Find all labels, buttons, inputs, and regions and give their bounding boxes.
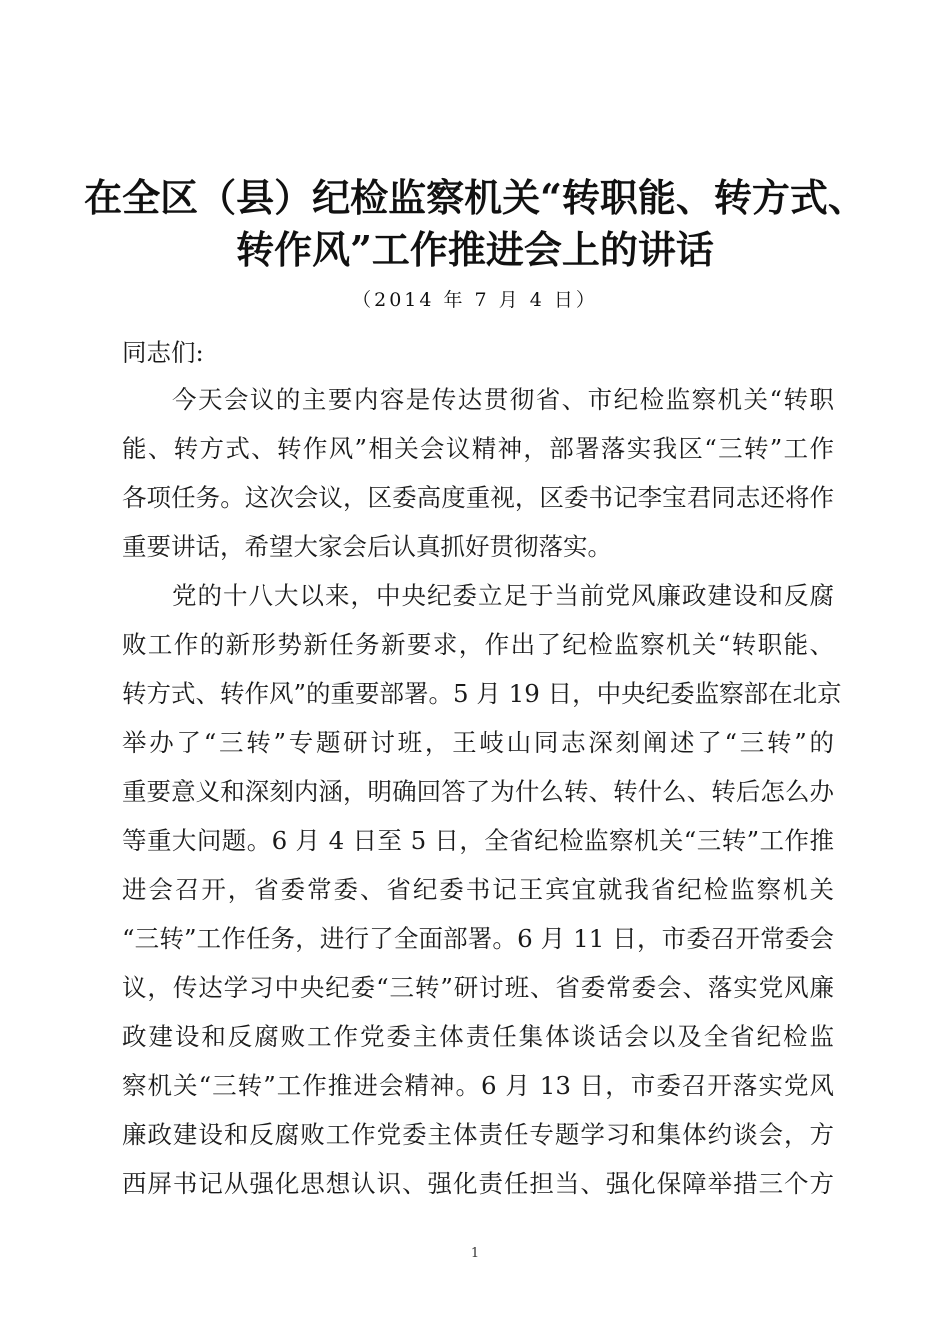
body-line: 议，传达学习中央纪委“三转”研讨班、省委常委会、落实党风廉 bbox=[122, 973, 834, 1002]
body-line: 党的十八大以来，中央纪委立足于当前党风廉政建设和反腐 bbox=[172, 581, 834, 610]
body-line: “三转”工作任务，进行了全面部署。6 月 11 日，市委召开常委会 bbox=[122, 924, 834, 953]
body-line: 各项任务。这次会议，区委高度重视，区委书记李宝君同志还将作 bbox=[122, 483, 834, 512]
body-line: 西屏书记从强化思想认识、强化责任担当、强化保障举措三个方 bbox=[122, 1169, 834, 1198]
body-line: 转方式、转作风”的重要部署。5 月 19 日，中央纪委监察部在北京 bbox=[122, 679, 842, 708]
speech-date: （2014 年 7 月 4 日） bbox=[352, 289, 598, 311]
body-line: 察机关“三转”工作推进会精神。6 月 13 日，市委召开落实党风 bbox=[122, 1071, 834, 1100]
body-line: 能、转方式、转作风”相关会议精神，部署落实我区“三转”工作 bbox=[122, 434, 834, 463]
body-line: 进会召开，省委常委、省纪委书记王宾宜就我省纪检监察机关 bbox=[122, 875, 834, 904]
body-line: 等重大问题。6 月 4 日至 5 日，全省纪检监察机关“三转”工作推 bbox=[122, 826, 834, 855]
body-line: 败工作的新形势新任务新要求，作出了纪检监察机关“转职能、 bbox=[122, 630, 834, 659]
salutation: 同志们: bbox=[122, 338, 204, 367]
body-line: 廉政建设和反腐败工作党委主体责任专题学习和集体约谈会，方 bbox=[122, 1120, 834, 1149]
body-line: 重要讲话，希望大家会后认真抓好贯彻落实。 bbox=[122, 532, 612, 561]
document-title-line-2: 转作风”工作推进会上的讲话 bbox=[236, 227, 714, 272]
body-line: 重要意义和深刻内涵，明确回答了为什么转、转什么、转后怎么办 bbox=[122, 777, 834, 806]
body-line: 举办了“三转”专题研讨班，王岐山同志深刻阐述了“三转”的 bbox=[122, 728, 834, 757]
page-number: 1 bbox=[470, 1246, 480, 1261]
document-title-line-1: 在全区（县）纪检监察机关“转职能、转方式、 bbox=[84, 175, 866, 220]
body-line: 今天会议的主要内容是传达贯彻省、市纪检监察机关“转职 bbox=[172, 385, 834, 414]
body-line: 政建设和反腐败工作党委主体责任集体谈话会以及全省纪检监 bbox=[122, 1022, 834, 1051]
